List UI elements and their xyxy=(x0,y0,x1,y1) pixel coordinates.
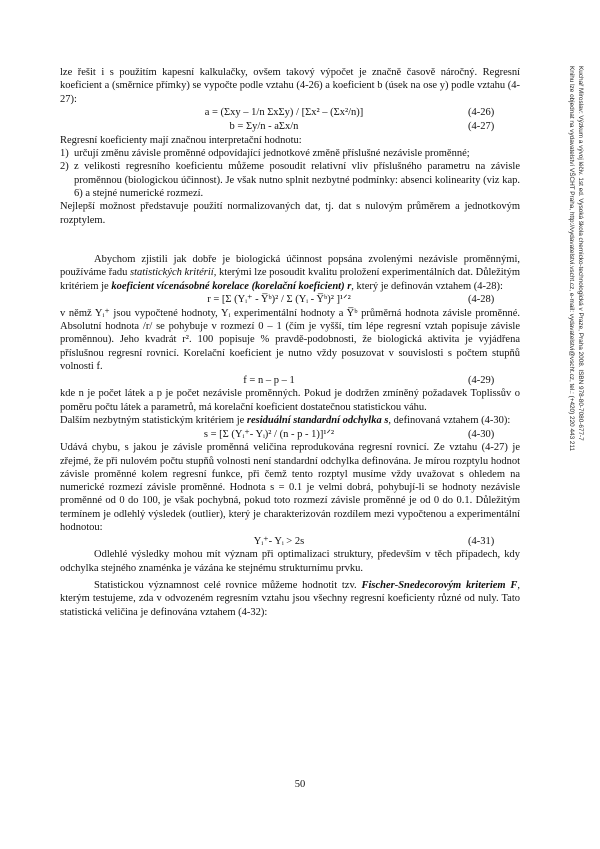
equation-4-27 xyxy=(60,120,520,134)
equation-text: f = n – p – 1 xyxy=(243,374,295,386)
paragraph: Nejlepší možnost představuje použití normalizovaných dat, tj. dat s nulovým průměrem a jednotkovým rozptylem. xyxy=(60,201,520,226)
equation-4-30 xyxy=(60,427,520,441)
equation-text: b = Σy/n - aΣx/n xyxy=(229,121,299,133)
ordering-line: Knihu lze objednat na vydavatelství VŠCHT Praha, http://vydavatelstvi.vscht.cz, e-mail: vydavatelstvi@vscht.cz, tel.: (+420) 220 443 211 xyxy=(568,66,576,452)
equation-number: (4-31) xyxy=(468,535,495,547)
list-text: z velikosti regresního koeficientu můžeme posoudit relativní vliv příslušného parametru na závisle proměnnou (biologickou účinnost). Je však nutno splnit nezbytné podmínky: absenci kolinearity (viz kap. 6) a stejné numerické rozmezí. xyxy=(74,161,520,200)
list-item xyxy=(60,160,520,200)
equation-4-31 xyxy=(60,534,520,548)
equation-4-29 xyxy=(60,373,520,387)
term-correlation-coefficient: koeficient vícenásobné korelace (korelační koeficient) r xyxy=(111,280,352,292)
paragraph: lze řešit i s použitím kapesní kalkulačky, ovšem takový výpočet je značně časově náročný. Regresní koeficient a (směrnice přímky) se vypočte podle vztahu (4-26) a koeficient b (úsek na ose y) podle vztahu (4-27): xyxy=(60,67,520,105)
paragraph: v němž Yᵢ⁺ jsou vypočtené hodnoty, Yᵢ experimentální hodnoty a Y̅ᵇ průměrná hodnota závisle proměnné. Absolutní hodnota /r/ se pohybuje v rozmezí 0 – 1 (čím je vyšší, tím lépe regresní vztah popisuje závisle proměnnou). Jeho kvadrát r². 100 popisuje % pravdě-podobnosti, že biologická aktivita je vyjádřena příslušnou regresní rovnicí. Korelační koeficient je nutno vždy posuzovat v souvislosti s počtem stupňů volnosti f. xyxy=(60,307,520,373)
page-body xyxy=(60,66,520,619)
paragraph: Regresní koeficienty mají značnou interpretační hodnotu: xyxy=(60,134,302,146)
paragraph: kde n je počet látek a p je počet nezávisle proměnných. Pokud je dodržen zmíněný požadavek Toplissův o poměru počtu látek a parametrů, má korelační koeficient dostatečnou statistickou váhu. xyxy=(60,388,520,413)
equation-text: s = [Σ (Yᵢ⁺- Yᵢ)² / (n - p - 1)]¹ᐟ² xyxy=(203,428,335,440)
equation-number: (4-30) xyxy=(468,428,495,440)
paragraph: Udává chybu, s jakou je závisle proměnná veličina reprodukována regresní rovnicí. Ze vztahu (4-27) je zřejmé, že při nulovém počtu stupňů volnosti není standardní odchylka definována. Je mírou rozptylu hodnot závisle proměnné kolem regresní funkce, při čemž tento rozptyl musíme vždy uvažovat s ohledem na numerické rozmezí závisle proměnné. Hodnota s = 0.1 je velmi dobrá, pohybují-li se hodnoty nezávisle proměnné od 0 do 100, je však pochybná, pokud toto rozmezí závisle proměnné je od 0 do 0.1. Důležitým termínem je odlehlý výsledek (outlier), který je charakterizován rozdílem mezi vypočtenou a experimentální hodnotou: xyxy=(60,442,520,534)
list-text: určují změnu závisle proměnné odpovídající jednotkové změně příslušné nezávisle proměnné; xyxy=(74,148,470,160)
equation-number: (4-26) xyxy=(468,107,495,119)
equation-text: a = (Σxy – 1/n ΣxΣy) / [Σx² – (Σx²/n)] xyxy=(204,107,364,119)
citation-line: Kuchař Miroslav: Výzkum a vývoj léčiv. 1st ed. Vysoká škola chemicko-technologická v Praze, Praha 2008. ISBN 978-80-7080-677-7 xyxy=(577,66,584,441)
equation-number: (4-29) xyxy=(468,374,495,386)
list-number: 1) xyxy=(60,148,69,160)
paragraph: Dalším nezbytným statistickým kritériem je residuální standardní odchylka s, definovaná vztahem (4-30): xyxy=(60,414,511,426)
term-f-criterion: Fischer-Snedecorovým kriteriem F xyxy=(361,579,518,591)
list-number: 2) xyxy=(60,161,69,173)
page-number: 50 xyxy=(294,779,306,790)
equation-text: Yᵢ⁺- Yᵢ > 2s xyxy=(253,535,305,547)
equation-number: (4-27) xyxy=(468,121,495,133)
side-citation xyxy=(548,66,584,586)
equation-number: (4-28) xyxy=(468,294,495,306)
paragraph: Statistickou významnost celé rovnice můžeme hodnotit tzv. Fischer-Snedecorovým kriteriem F, kterým testujeme, zda v odvozeném regresním vztahu jsou všechny regresní koeficienty různé od nuly. Tato statistická veličina je definována vztahem (4-32): xyxy=(60,579,521,618)
paragraph: Odlehlé výsledky mohou mít význam při optimalizaci struktury, především v těch případech, kdy odchylka stejného znaménka je vázána ke stejnému strukturnímu prvku. xyxy=(60,549,520,574)
equation-text: r = [Σ (Yᵢ⁺ - Y̅ᵇ)² / Σ (Yᵢ - Y̅ᵇ)² ]¹ᐟ² xyxy=(207,294,351,306)
list-item xyxy=(60,147,520,160)
equation-4-26 xyxy=(60,106,520,120)
equation-4-28 xyxy=(60,293,520,307)
emphasis: statistických kritérií, xyxy=(130,267,217,279)
paragraph: Abychom zjistili jak dobře je biologická účinnost popsána zvolenými nezávisle proměnnými, používáme řadu statistických kritérií, kterými lze posoudit kvalitu proložení experimentálních dat. Důležitým kritériem je koeficient vícenásobné korelace (korelační koeficient) r, který je definován vztahem (4-28): xyxy=(60,253,520,292)
term-residual-std-deviation: residuální standardní odchylka s xyxy=(246,414,389,426)
